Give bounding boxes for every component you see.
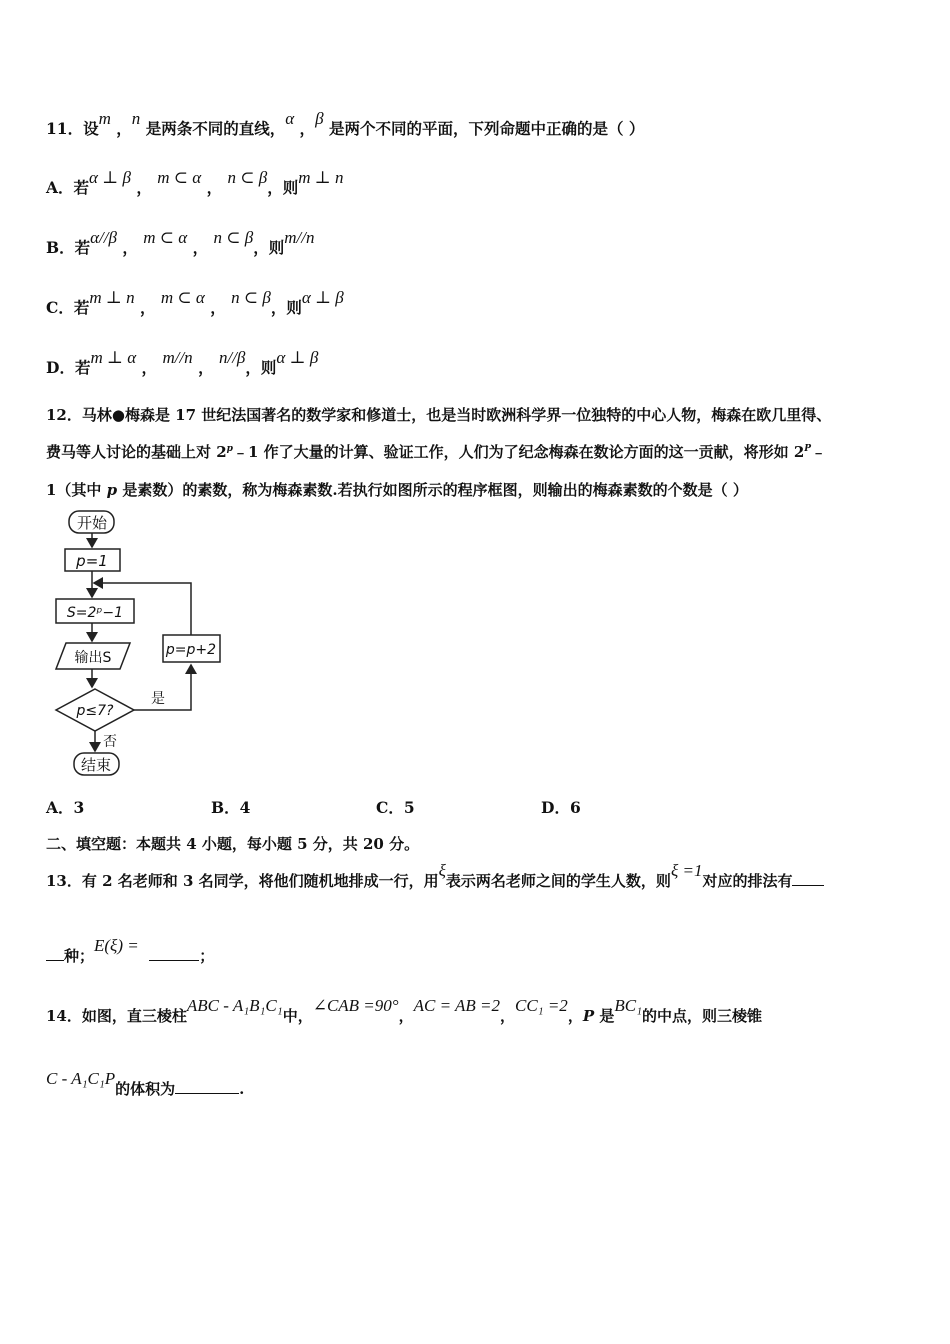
- q11-option-a: A．若α ⊥ β ， m ⊂ α ， n ⊂ β，则m ⊥ n: [46, 168, 344, 197]
- q12-choice-d: D．6: [541, 798, 581, 817]
- q13-blank-1[interactable]: [792, 871, 824, 886]
- q13-blank-2[interactable]: [149, 946, 199, 961]
- flow-compute-label: S=2ᵖ−1: [66, 605, 124, 621]
- flow-decision-label: p≤7?: [76, 703, 114, 719]
- q12-line1: 12．马林●梅森是 17 世纪法国著名的数学家和修道士，也是当时欧洲科学界一位独特的中心人物，梅森在欧几里得、: [46, 406, 832, 424]
- q12-choice-a: A．3: [46, 798, 85, 817]
- program-flowchart: [50, 505, 230, 780]
- q13-line1: 13．有 2 名老师和 3 名同学，将他们随机地排成一行，用ξ表示两名老师之间的学生人数，则ξ =1对应的排法有: [46, 870, 824, 891]
- q14-line2: C - A₁C₁P的体积为 .: [46, 1069, 245, 1098]
- q13-line2: 种；E(ξ) = ；: [46, 945, 214, 966]
- section-2-heading: 二、填空题：本题共 4 小题，每小题 5 分，共 20 分。: [46, 835, 420, 853]
- q11-stem: 11．设m ，n 是两条不同的直线，α ，β 是两个不同的平面，下列命题中正确的是（ ）: [46, 109, 645, 138]
- q11-option-b: B．若α//β ， m ⊂ α ， n ⊂ β，则m//n: [46, 228, 315, 257]
- q12-line2: 费马等人讨论的基础上对 2$^p$﹣1 作了大量的计算、验证工作，人们为了纪念梅森在数论方面的这一贡献，将形如 $2^P﹣$: [46, 443, 827, 461]
- q12-choice-b: B．4: [211, 798, 251, 817]
- var-alpha: α: [285, 109, 295, 128]
- flow-init-label: p=1: [76, 552, 108, 570]
- var-n: n: [131, 109, 141, 128]
- q14-blank[interactable]: [175, 1079, 239, 1094]
- flow-end-label: 结束: [80, 756, 112, 774]
- q11-option-d: D．若m ⊥ α ， m//n ， n//β，则α ⊥ β: [46, 348, 319, 377]
- q12-line3: 1（其中 p 是素数）的素数，称为梅森素数.若执行如图所示的程序框图，则输出的梅森素数的个数是（ ）: [46, 481, 748, 499]
- q11-option-c: C．若m ⊥ n ， m ⊂ α ， n ⊂ β，则α ⊥ β: [46, 288, 344, 317]
- var-beta: β: [315, 109, 324, 128]
- q13-blank-1-cont[interactable]: [46, 946, 64, 961]
- flow-start-label: 开始: [76, 514, 108, 532]
- flow-no-label: 否: [103, 734, 117, 750]
- var-m: m: [98, 109, 111, 128]
- q12-choice-c: C．5: [376, 798, 415, 817]
- flow-update-label: p=p+2: [165, 642, 217, 658]
- flow-yes-label: 是: [151, 691, 165, 707]
- q14-line1: 14．如图，直三棱柱ABC - A₁B₁C₁中，∠CAB =90°，AC = AB =2，CC₁ =2，P 是BC₁的中点，则三棱锥: [46, 996, 762, 1025]
- flow-output-label: 输出S: [74, 650, 112, 666]
